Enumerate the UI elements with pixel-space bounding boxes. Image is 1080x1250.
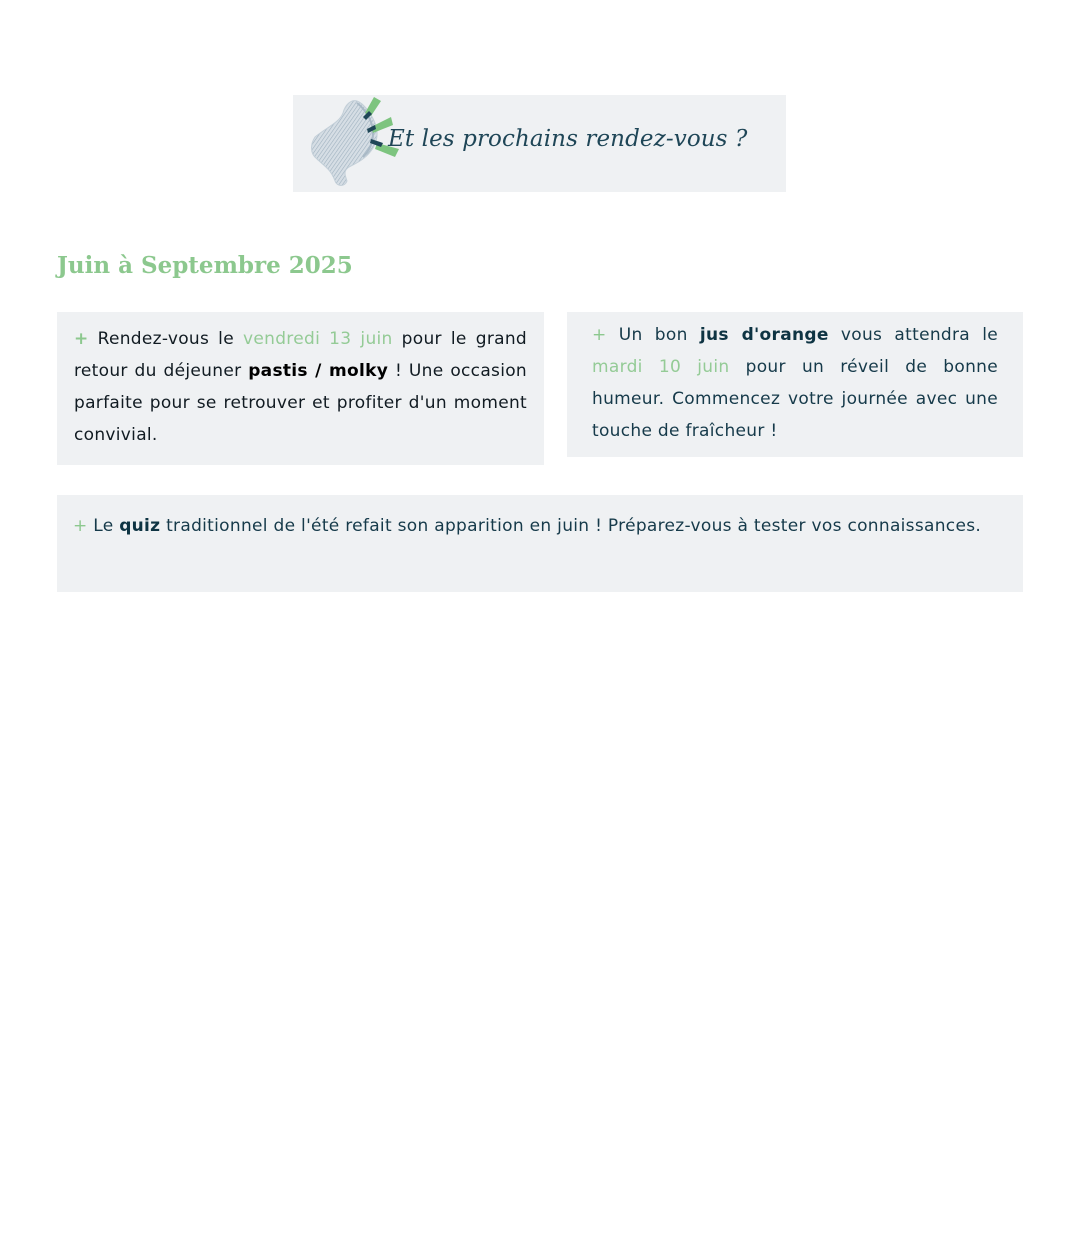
banner-title: Et les prochains rendez-vous ? (388, 126, 748, 152)
card-text: pour le grand retour du déjeuner (74, 329, 527, 381)
plus-bullet: + (592, 325, 607, 345)
event-highlight: pastis / molky (248, 361, 389, 381)
event-card-quiz (57, 495, 1023, 592)
header-banner (293, 95, 786, 192)
card-text: pour un réveil de bonne humeur. Commencez votre journée avec une touche de fraîcheur ! (592, 357, 998, 441)
plus-bullet: + (74, 329, 89, 349)
event-date: vendredi 13 juin (243, 329, 393, 349)
card-text: ! Une occasion parfaite pour se retrouver et profiter d'un moment convivial. (74, 361, 528, 445)
event-highlight: quiz (119, 516, 161, 536)
card-text: Rendez-vous le (88, 329, 244, 349)
event-card-orange-juice (567, 312, 1023, 457)
card-text: traditionnel de l'été refait son apparition en juin ! Préparez-vous à tester vos connaissances. (160, 516, 982, 536)
card-text: vous attendra le (828, 325, 998, 345)
event-card-pastis-molky (57, 312, 544, 465)
card-text: Le (87, 516, 120, 536)
card-text: Un bon (606, 325, 700, 345)
event-highlight: jus d'orange (699, 325, 829, 345)
plus-bullet: + (73, 516, 88, 536)
section-title: Juin à Septembre 2025 (57, 252, 353, 279)
event-date: mardi 10 juin (592, 357, 730, 377)
